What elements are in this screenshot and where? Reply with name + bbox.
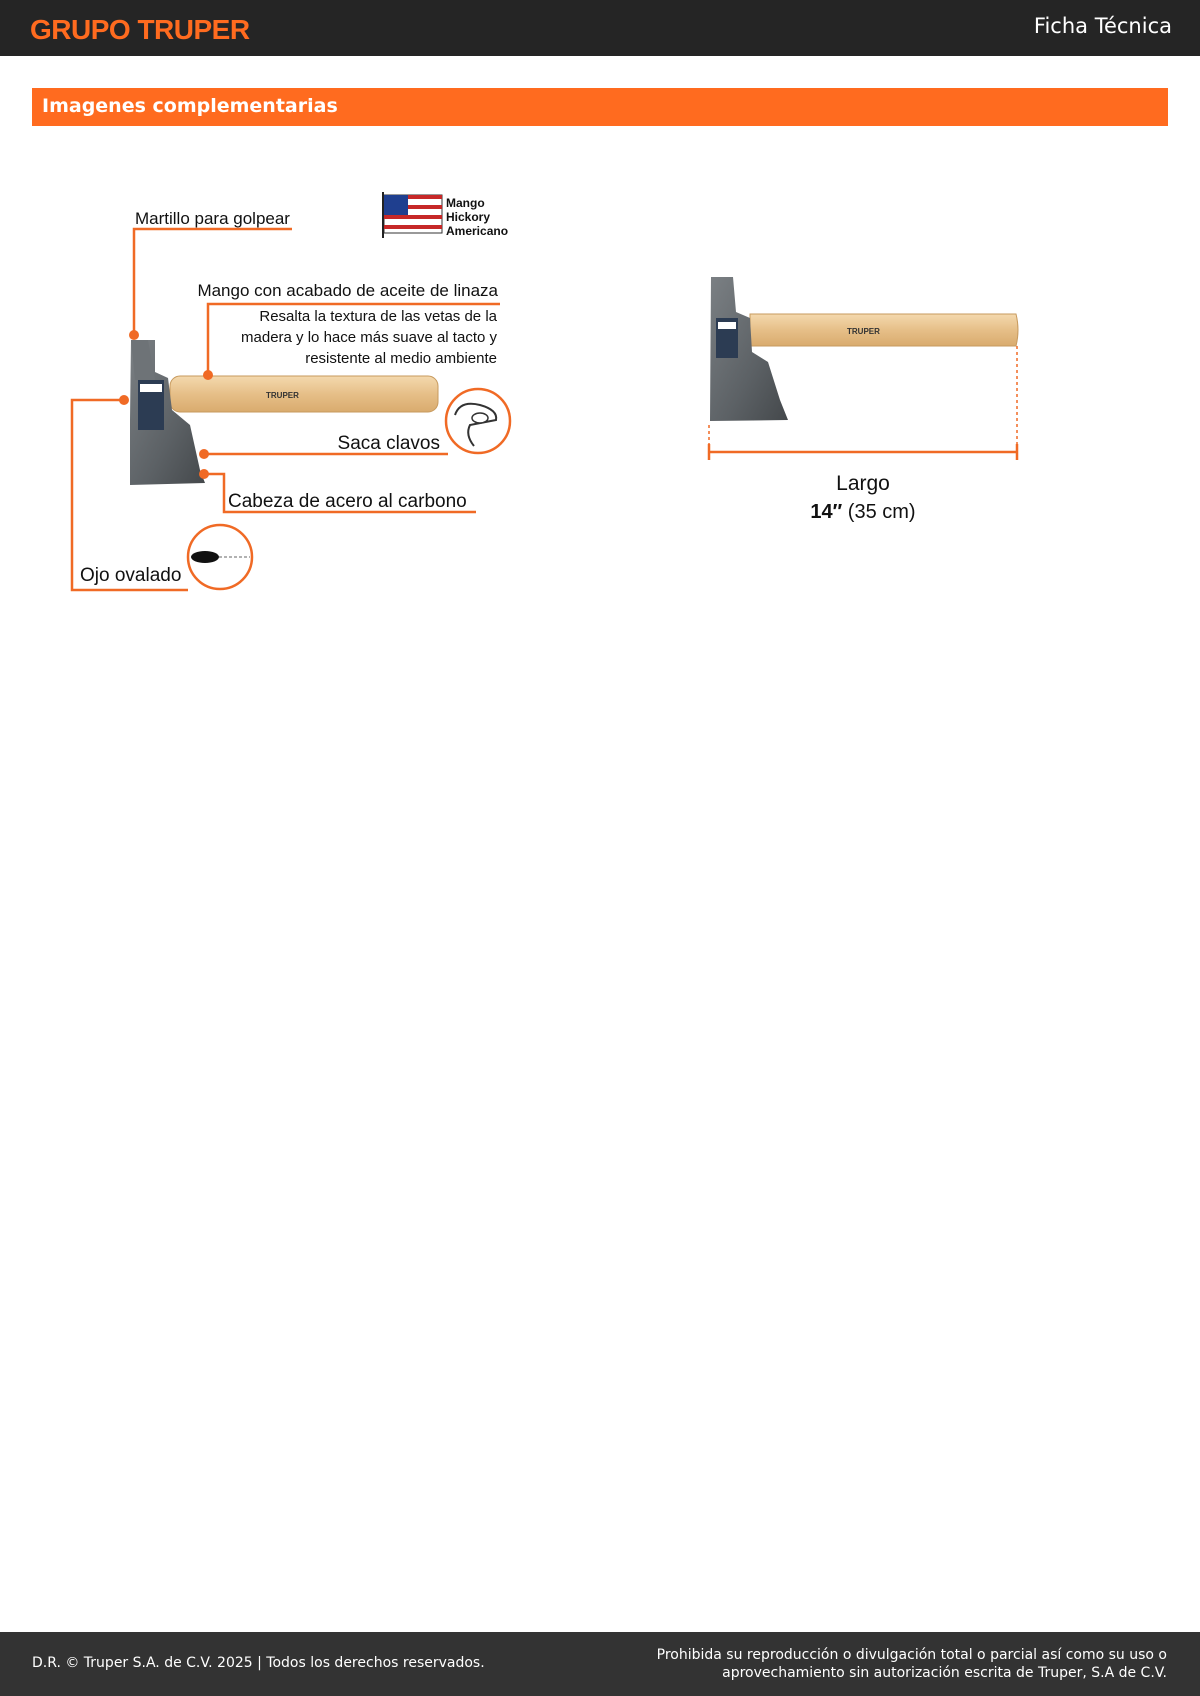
us-flag-icon — [383, 192, 442, 238]
dimension-imperial: 14″ — [810, 501, 843, 523]
flag-badge-line-1: Mango — [446, 196, 485, 210]
label-handle-desc-3: resistente al medio ambiente — [305, 350, 497, 367]
handle-brand-left: TRUPER — [266, 391, 299, 400]
flag-badge-line-2: Hickory — [446, 210, 491, 224]
dimension-value — [810, 501, 915, 523]
dimension-label: Largo — [836, 472, 890, 495]
footer-disclaimer — [607, 1646, 1167, 1682]
document-title: Ficha Técnica — [1033, 14, 1172, 38]
label-eye: Ojo ovalado — [80, 565, 182, 586]
label-claw: Saca clavos — [337, 433, 440, 454]
label-hammer: Martillo para golpear — [135, 209, 290, 228]
flag-badge — [383, 192, 508, 238]
footer-disclaimer-line-1: Prohibida su reproducción o divulgación total o parcial así como su uso o — [656, 1647, 1167, 1663]
section-title: Imagenes complementarias — [42, 95, 338, 117]
label-head: Cabeza de acero al carbono — [228, 491, 467, 512]
hatchet-illustration-right — [710, 277, 1018, 421]
dimension-metric: (35 cm) — [847, 501, 916, 523]
oval-eye-icon — [188, 525, 252, 589]
footer-disclaimer-line-2: aprovechamiento sin autorización escrita de Truper, S.A de C.V. — [722, 1665, 1167, 1681]
label-handle: Mango con acabado de aceite de linaza — [197, 281, 498, 300]
handle-brand-right: TRUPER — [847, 327, 880, 336]
label-handle-desc-1: Resalta la textura de las vetas de la — [259, 308, 497, 325]
product-illustrations — [0, 0, 1200, 640]
footer-bar — [0, 1632, 1200, 1696]
footer-copyright: D.R. © Truper S.A. de C.V. 2025 | Todos los derechos reservados. — [32, 1655, 485, 1671]
brand-logo: GRUPO TRUPER — [30, 14, 250, 45]
flag-badge-line-3: Americano — [446, 224, 509, 238]
nail-claw-icon — [446, 389, 510, 453]
label-handle-desc-2: madera y lo hace más suave al tacto y — [241, 329, 497, 346]
